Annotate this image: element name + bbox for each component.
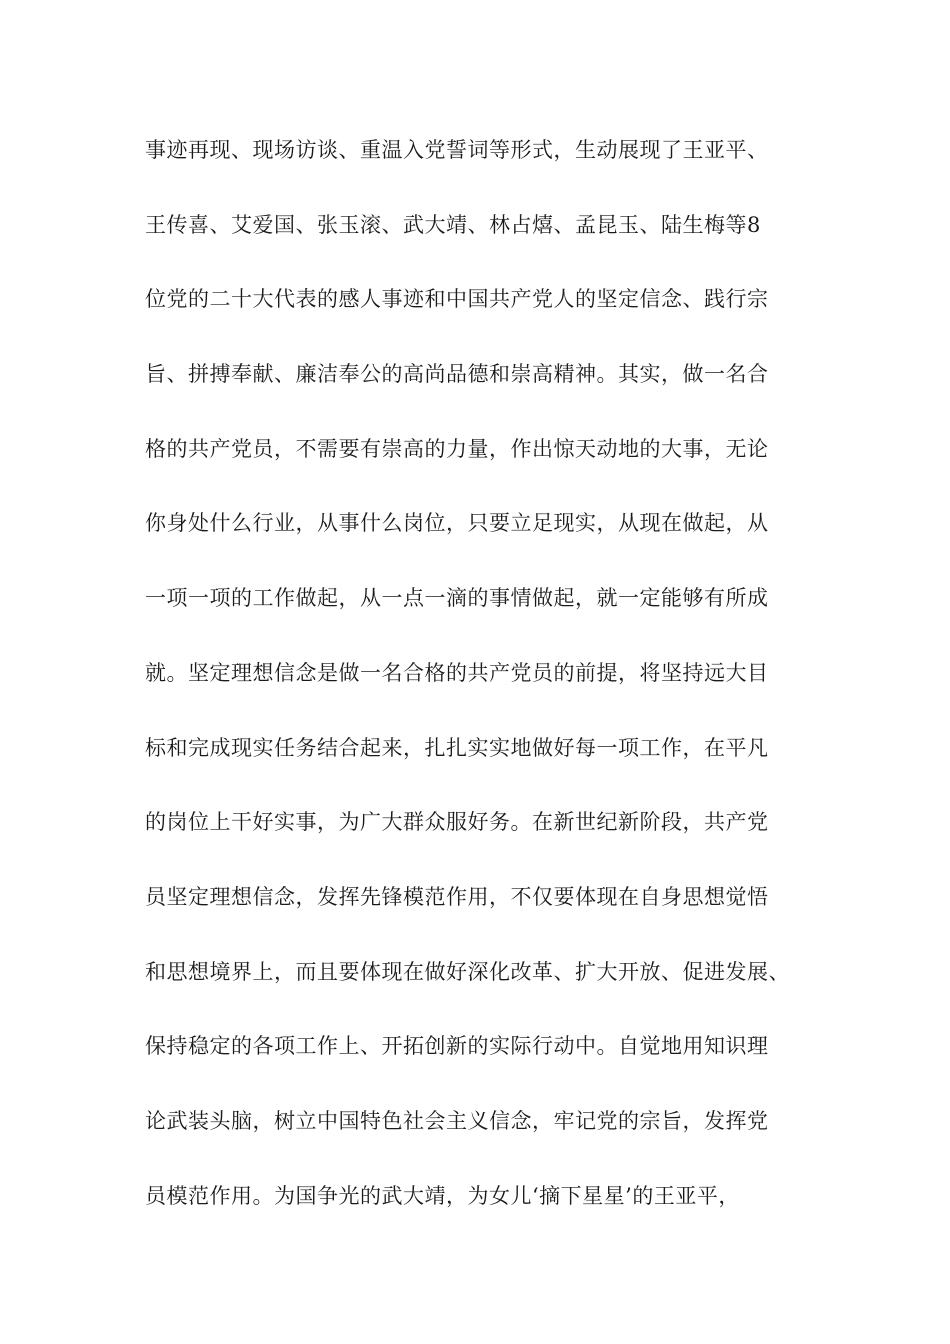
text-line: 你身处什么行业，从事什么岗位，只要立足现实，从现在做起，从 xyxy=(145,511,769,536)
text-line: 标和完成现实任务结合起来，扎扎实实地做好每一项工作，在平凡 xyxy=(145,735,769,760)
text-line: 格的共产党员，不需要有崇高的力量，作出惊天动地的大事，无论 xyxy=(145,436,769,461)
text-line: 员坚定理想信念，发挥先锋模范作用，不仅要体现在自身思想觉悟 xyxy=(145,884,769,909)
text-line: 事迹再现、现场访谈、重温入党誓词等形式，生动展现了王亚平、 xyxy=(145,138,769,162)
body-paragraph xyxy=(145,130,825,1250)
text-line: 就。坚定理想信念是做一名合格的共产党员的前提，将坚持远大目 xyxy=(145,660,769,685)
text-line: 和思想境界上，而且要体现在做好深化改革、扩大开放、促进发展、 xyxy=(145,959,790,984)
text-line: 员模范作用。为国争光的武大靖，为女儿‘摘下星星’的王亚平， xyxy=(145,1183,740,1208)
text-line: 保持稳定的各项工作上、开拓创新的实际行动中。自觉地用知识理 xyxy=(145,1034,769,1059)
text-line: 位党的二十大代表的感人事迹和中国共产党人的坚定信念、践行宗 xyxy=(145,287,769,312)
text-line: 的岗位上干好实事，为广大群众服好务。在新世纪新阶段，共产党 xyxy=(145,810,769,835)
text-line: 王传喜、艾爱国、张玉滚、武大靖、林占熺、孟昆玉、陆生梅等8 xyxy=(145,212,761,237)
text-line: 旨、拼搏奉献、廉洁奉公的高尚品德和崇高精神。其实，做一名合 xyxy=(145,362,769,387)
text-line: 论武装头脑，树立中国特色社会主义信念，牢记党的宗旨，发挥党 xyxy=(145,1108,769,1133)
text-line: 一项一项的工作做起，从一点一滴的事情做起，就一定能够有所成 xyxy=(145,586,769,611)
